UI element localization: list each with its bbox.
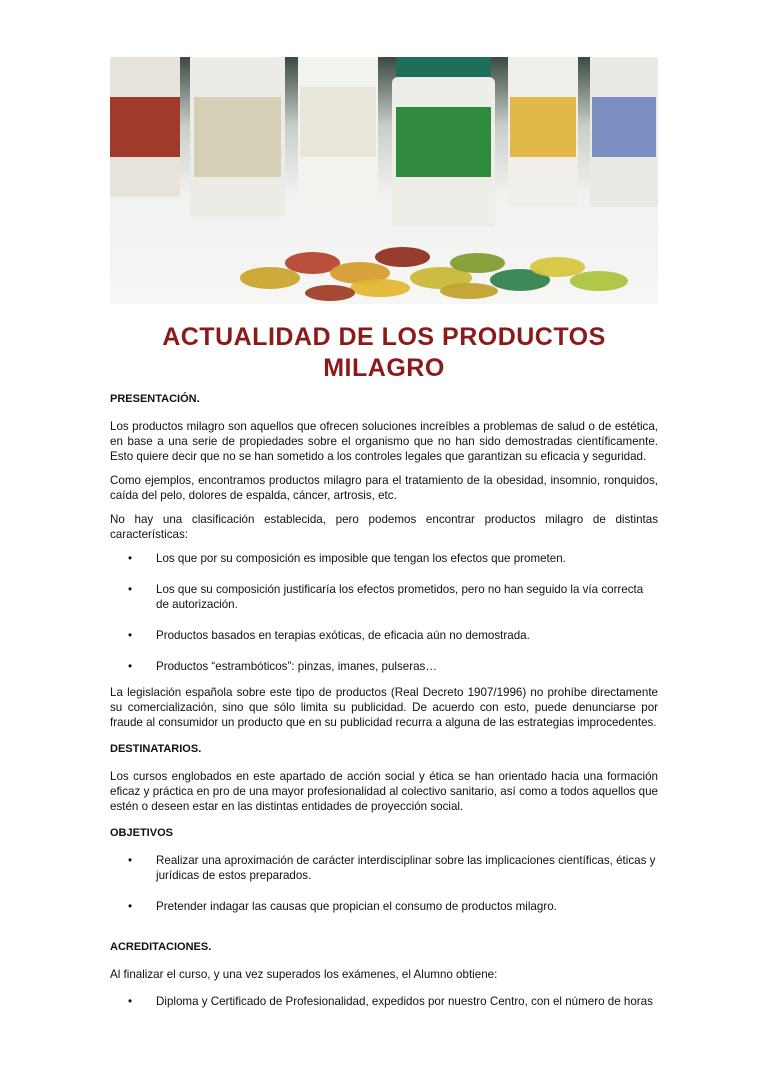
list-item — [110, 994, 658, 1009]
paragraph: La legislación española sobre este tipo de productos (Real Decreto 1907/1996) no prohíbe directamente su comercialización, sino que sólo limita su publicidad. De acuerdo con esto, puede denunciarse por fraude al consumidor un producto que en su publicidad recurra a alguna de las estrategias improcedentes. — [110, 686, 658, 729]
document-body — [110, 392, 658, 1009]
bottle-5-label — [510, 97, 576, 157]
list-item-text: Los que por su composición es imposible que tengan los efectos que prometen. — [156, 552, 566, 565]
bullet-list — [110, 994, 658, 1009]
bullet-icon: • — [128, 995, 133, 1008]
section-heading-presentacion: PRESENTACIÓN. — [110, 393, 200, 405]
list-item — [110, 551, 658, 566]
bullet-icon: • — [128, 900, 133, 913]
bullet-icon: • — [128, 854, 133, 867]
bottle-4-label — [396, 107, 491, 177]
bullet-list — [110, 551, 658, 674]
section-heading-objetivos: OBJETIVOS — [110, 827, 173, 839]
bullet-icon: • — [128, 629, 133, 642]
pill — [375, 247, 430, 267]
bottle-left-label — [110, 97, 180, 157]
bullet-icon: • — [128, 660, 133, 673]
bottle-2-label — [194, 97, 281, 177]
pill — [305, 285, 355, 301]
list-item-text: Productos “estrambóticos”: pinzas, imanes, pulseras… — [156, 660, 437, 673]
list-item — [110, 628, 658, 643]
bullet-list — [110, 853, 658, 914]
list-item — [110, 899, 658, 914]
list-item — [110, 582, 658, 612]
bullet-icon: • — [128, 552, 133, 565]
paragraph: No hay una clasificación establecida, pero podemos encontrar productos milagro de distintas características: — [110, 513, 658, 541]
page-title — [110, 322, 658, 384]
title-line-2: MILAGRO — [323, 354, 445, 382]
list-item — [110, 853, 658, 883]
list-item-text: Realizar una aproximación de carácter interdisciplinar sobre las implicaciones científicas, éticas y jurídicas de estos preparados. — [156, 854, 656, 882]
section-heading-destinatarios: DESTINATARIOS. — [110, 743, 202, 755]
list-item-text: Productos basados en terapias exóticas, de eficacia aún no demostrada. — [156, 629, 530, 642]
paragraph: Los productos milagro son aquellos que ofrecen soluciones increíbles a problemas de salud o de estética, en base a una serie de propiedades sobre el organismo que no han sido demostradas científicamente. Esto quiere decir que no se han sometido a los controles legales que garantizan su eficacia y seguridad. — [110, 420, 658, 463]
hero-image-pill-bottles — [110, 57, 658, 304]
pill — [440, 283, 498, 299]
title-line-1: ACTUALIDAD DE LOS PRODUCTOS — [162, 323, 606, 351]
list-item-text: Diploma y Certificado de Profesionalidad, expedidos por nuestro Centro, con el número de horas — [156, 995, 653, 1008]
bottle-3-label — [300, 87, 376, 157]
list-item — [110, 659, 658, 674]
list-item-text: Pretender indagar las causas que propician el consumo de productos milagro. — [156, 900, 557, 913]
bottle-6-label — [592, 97, 656, 157]
bullet-icon: • — [128, 583, 133, 596]
section-heading-acreditaciones: ACREDITACIONES. — [110, 941, 212, 953]
paragraph: Al finalizar el curso, y una vez superados los exámenes, el Alumno obtiene: — [110, 968, 498, 981]
pill — [570, 271, 628, 291]
pill — [350, 279, 410, 297]
paragraph: Los cursos englobados en este apartado de acción social y ética se han orientado hacia una formación eficaz y práctica en pro de una mayor profesionalidad al colectivo sanitario, así como a todos aquellos que estén o deseen estar en las distintas entidades de proyección social. — [110, 770, 658, 813]
pill — [450, 253, 505, 273]
paragraph: Como ejemplos, encontramos productos milagro para el tratamiento de la obesidad, insomnio, ronquidos, caída del pelo, dolores de espalda, cáncer, artrosis, etc. — [110, 474, 658, 502]
list-item-text: Los que su composición justificaría los efectos prometidos, pero no han seguido la vía correcta de autorización. — [156, 583, 644, 611]
